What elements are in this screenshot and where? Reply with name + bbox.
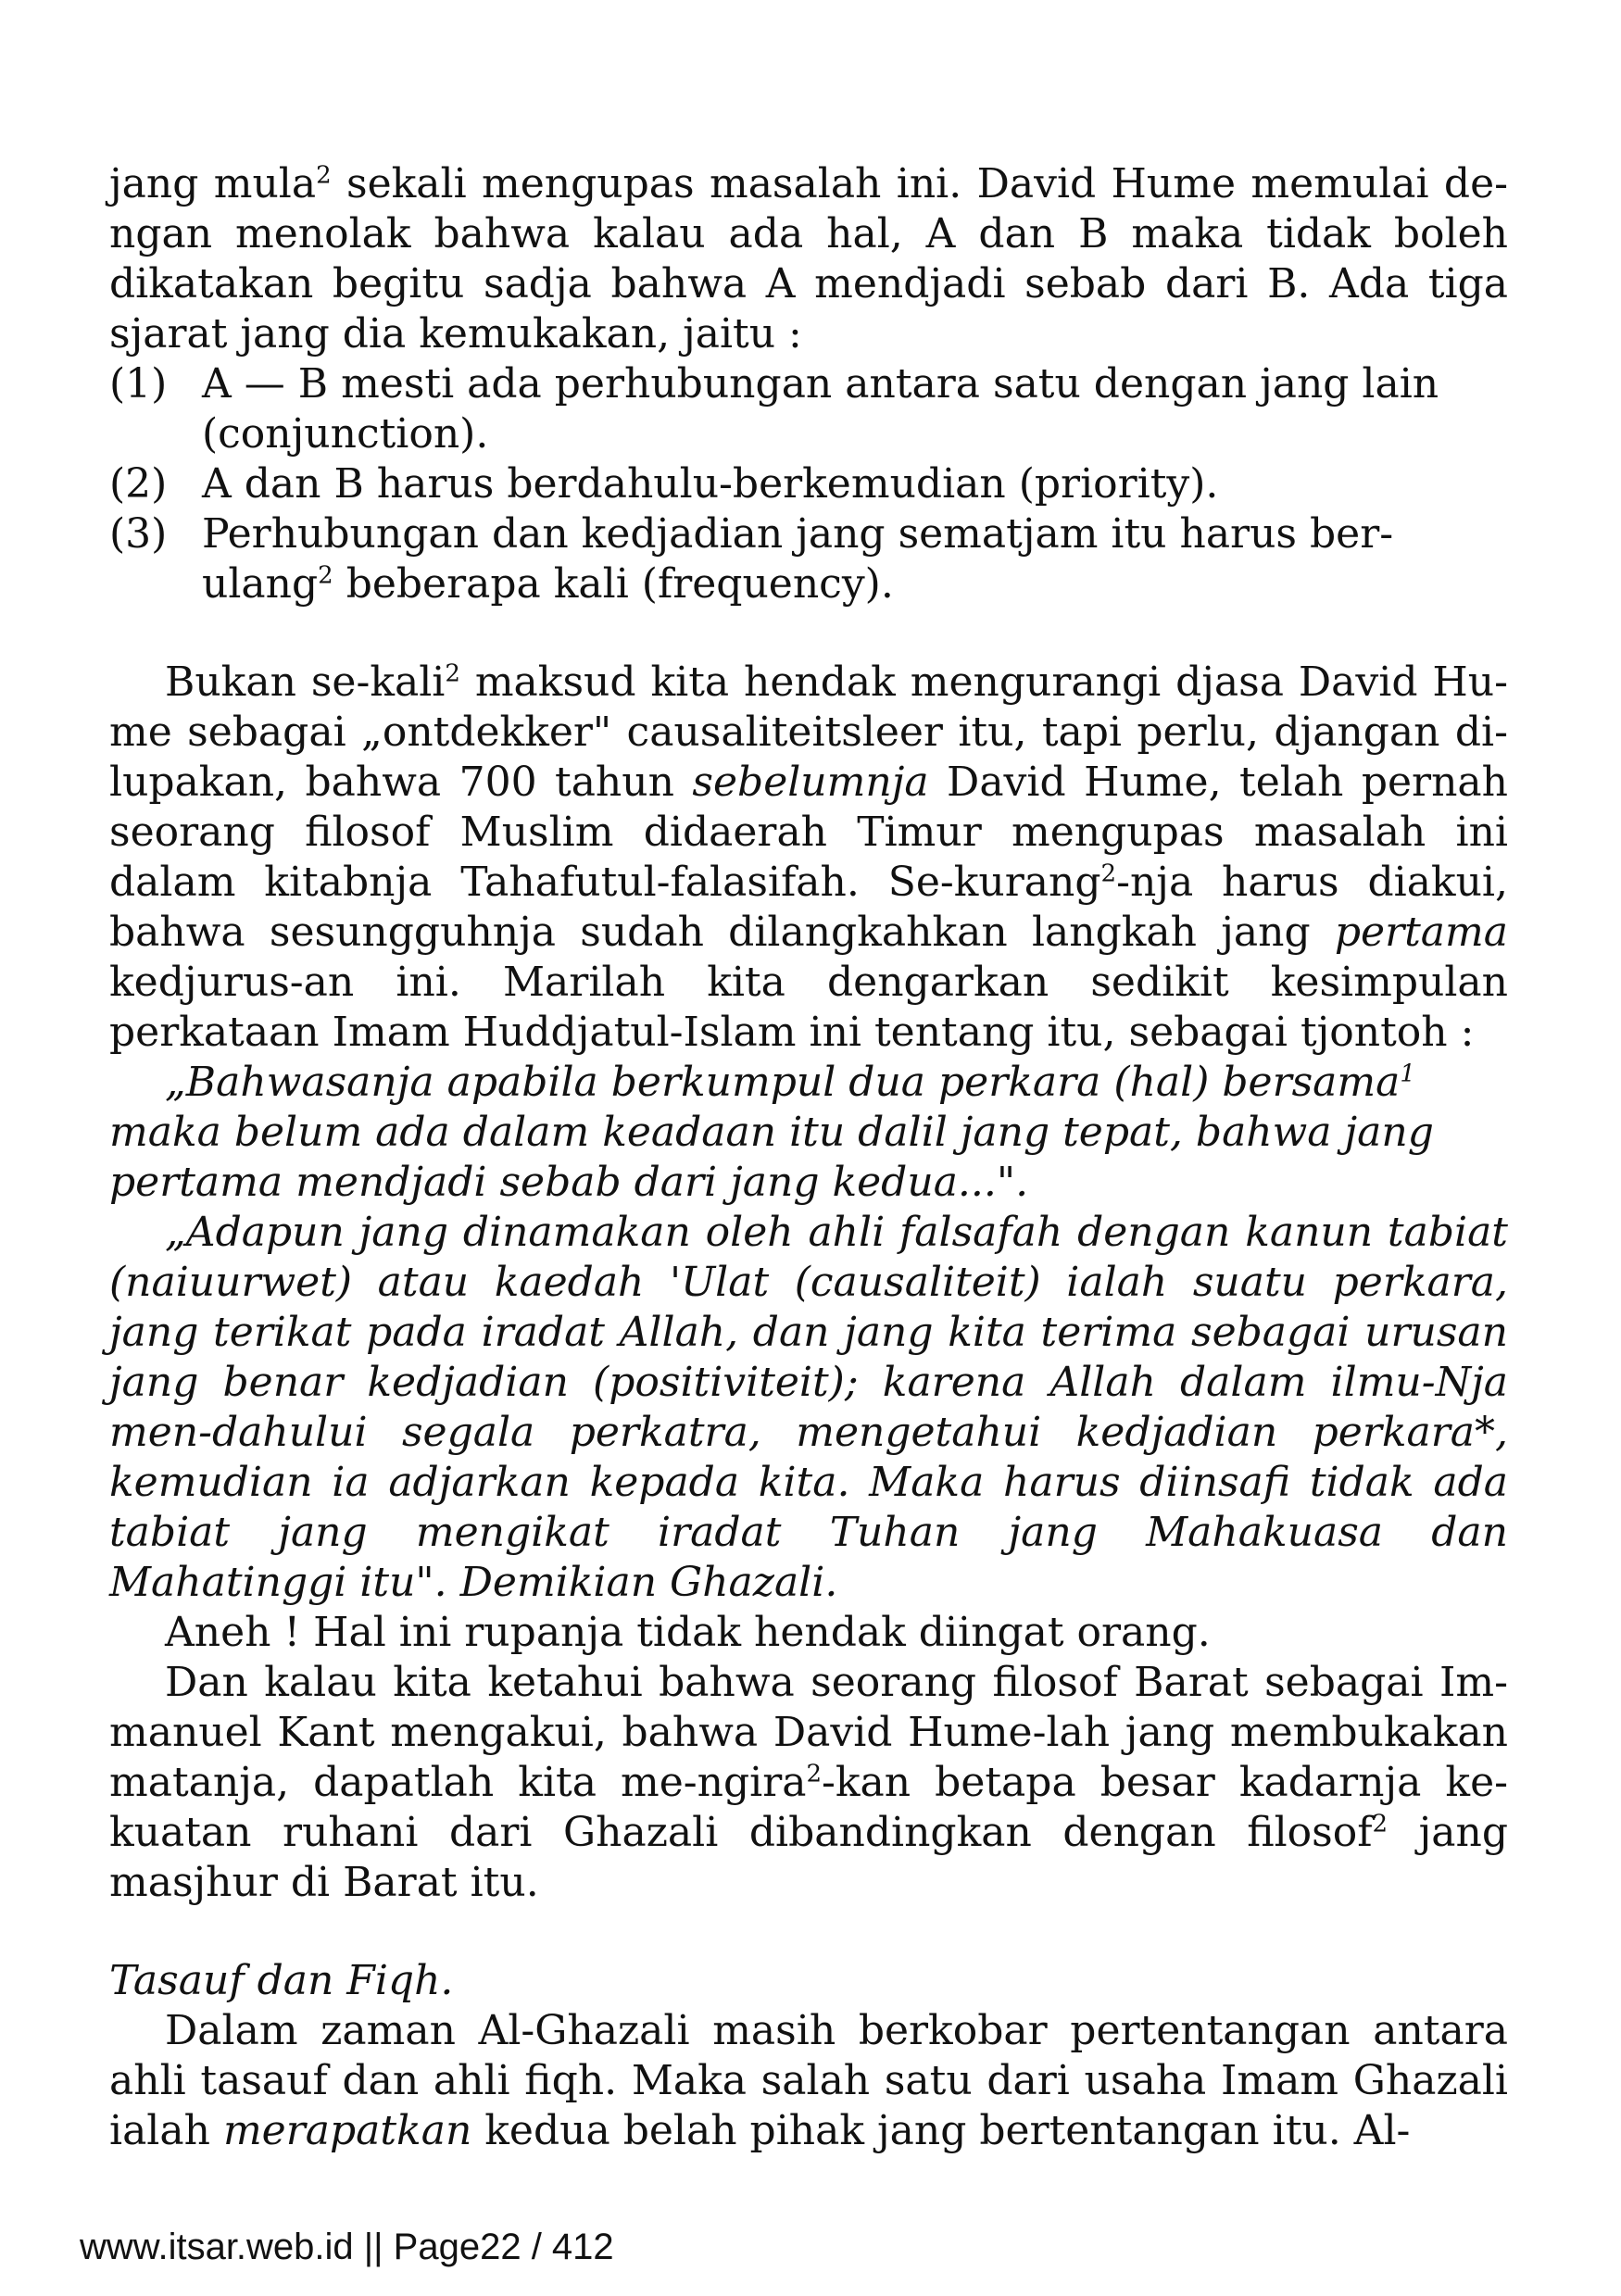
paragraph-3: Aneh ! Hal ini rupanja tidak hendak diingat orang.: [165, 1609, 1211, 1656]
emphasis: pertama: [1334, 909, 1508, 956]
superscript: 2: [1100, 859, 1117, 888]
list-item: [109, 459, 1508, 509]
superscript: 2: [806, 1760, 823, 1788]
paragraph-5: [109, 2006, 1508, 2156]
text-span: Bukan se-kali: [165, 659, 446, 706]
quote-1: [109, 1058, 1508, 1208]
spacer: [109, 1908, 1508, 1956]
section-heading: Tasauf dan Fiqh.: [109, 1957, 454, 2004]
superscript: 2: [316, 161, 332, 190]
text-span: sekali mengupas masalah ini. David Hume memulai de-ngan menolak bahwa kalau ada hal, A dan B maka tidak boleh dikatakan begitu sadja bahwa A mendjadi sebab dari B. Ada tiga sjarat jang dia kemukakan, jaitu :: [109, 160, 1508, 358]
text-span: jang mula: [109, 160, 317, 207]
emphasis: merapatkan: [222, 2107, 472, 2154]
text-span: „Bahwasanja apabila berkumpul dua perkara (hal) bersama: [165, 1059, 1401, 1106]
paragraph-1: [109, 159, 1508, 359]
conditions-list: [109, 359, 1508, 609]
paragraph-2: [109, 658, 1508, 1058]
list-number: (2): [109, 460, 168, 508]
text-span: beberapa kali (frequency).: [333, 560, 894, 608]
emphasis: sebelumnja: [692, 759, 929, 806]
quote-line: maka belum ada dalam keadaan itu dalil jang tepat, bahwa jang: [109, 1109, 1434, 1156]
text-span: Perhubungan dan kedjadian jang sematjam itu harus ber-ulang: [202, 510, 1394, 608]
paragraph-4: [109, 1658, 1508, 1908]
superscript: 1: [1400, 1060, 1415, 1088]
list-number: (3): [109, 510, 168, 558]
superscript: 2: [1372, 1810, 1389, 1838]
superscript: 2: [445, 659, 460, 688]
quote-line: [109, 1058, 1508, 1108]
superscript: 2: [318, 561, 333, 590]
page-footer: www.itsar.web.id || Page22 / 412: [80, 2227, 614, 2267]
text-span: -kan betapa besar kadarnja ke-kuatan ruhani dari Ghazali dibandingkan dengan filosof: [109, 1759, 1508, 1856]
quote-line: pertama mendjadi sebab dari jang kedua...".: [109, 1159, 1029, 1206]
list-item: [109, 359, 1508, 459]
text-span: jang masjhur di Barat itu.: [109, 1809, 1508, 1906]
list-number: (1): [109, 360, 168, 408]
text-span: kedua belah pihak jang bertentangan itu. Al-: [471, 2107, 1411, 2154]
text-span: kedjurus-an ini. Marilah kita dengarkan sedikit kesimpulan perkataan Imam Huddjatul-Islam ini tentang itu, sebagai tjontoh :: [109, 959, 1508, 1056]
text-span: Dan kalau kita ketahui bahwa seorang filosof Barat sebagai Im-manuel Kant mengakui, bahwa David Hume-lah jang membukakan matanja, dapatlah kita me-ngira: [109, 1659, 1508, 1806]
text-span: -nja harus diakui, bahwa sesungguhnja sudah dilangkahkan langkah jang: [109, 859, 1508, 956]
list-text: A — B mesti ada perhubungan antara satu dengan jang lain (conjunction).: [202, 360, 1439, 458]
list-text: [202, 509, 1508, 609]
page-body: [109, 159, 1508, 2156]
quote-2: „Adapun jang dinamakan oleh ahli falsafah dengan kanun tabiat (naiuurwet) atau kaedah 'Ulat (causaliteit) ialah suatu perkara, jang terikat pada iradat Allah, dan jang kita terima sebagai urusan jang benar kedjadian (positiviteit); karena Allah dalam ilmu-Nja men-dahului segala perkatra, mengetahui kedjadian perkara*, kemudian ia adjarkan kepada kita. Maka harus diinsafi tidak ada tabiat jang mengikat iradat Tuhan jang Mahakuasa dan Mahatinggi itu". Demikian Ghazali.: [109, 1209, 1508, 1606]
list-item: [109, 509, 1508, 609]
text-span: Dalam zaman Al-Ghazali masih berkobar pertentangan antara ahli tasauf dan ahli fiqh. Maka salah satu dari usaha Imam Ghazali ialah: [109, 2007, 1508, 2154]
text-span: maksud kita hendak mengurangi djasa David Hu-me sebagai „ontdekker" causaliteitsleer itu, tapi perlu, djangan di-lupakan, bahwa 700 tahun: [109, 659, 1508, 806]
spacer: [109, 609, 1508, 658]
text-span: David Hume, telah pernah seorang filosof Muslim didaerah Timur mengupas masalah ini dalam kitabnja Tahafutul-falasifah. Se-kurang: [109, 759, 1508, 906]
list-text: A dan B harus berdahulu-berkemudian (priority).: [202, 460, 1219, 508]
